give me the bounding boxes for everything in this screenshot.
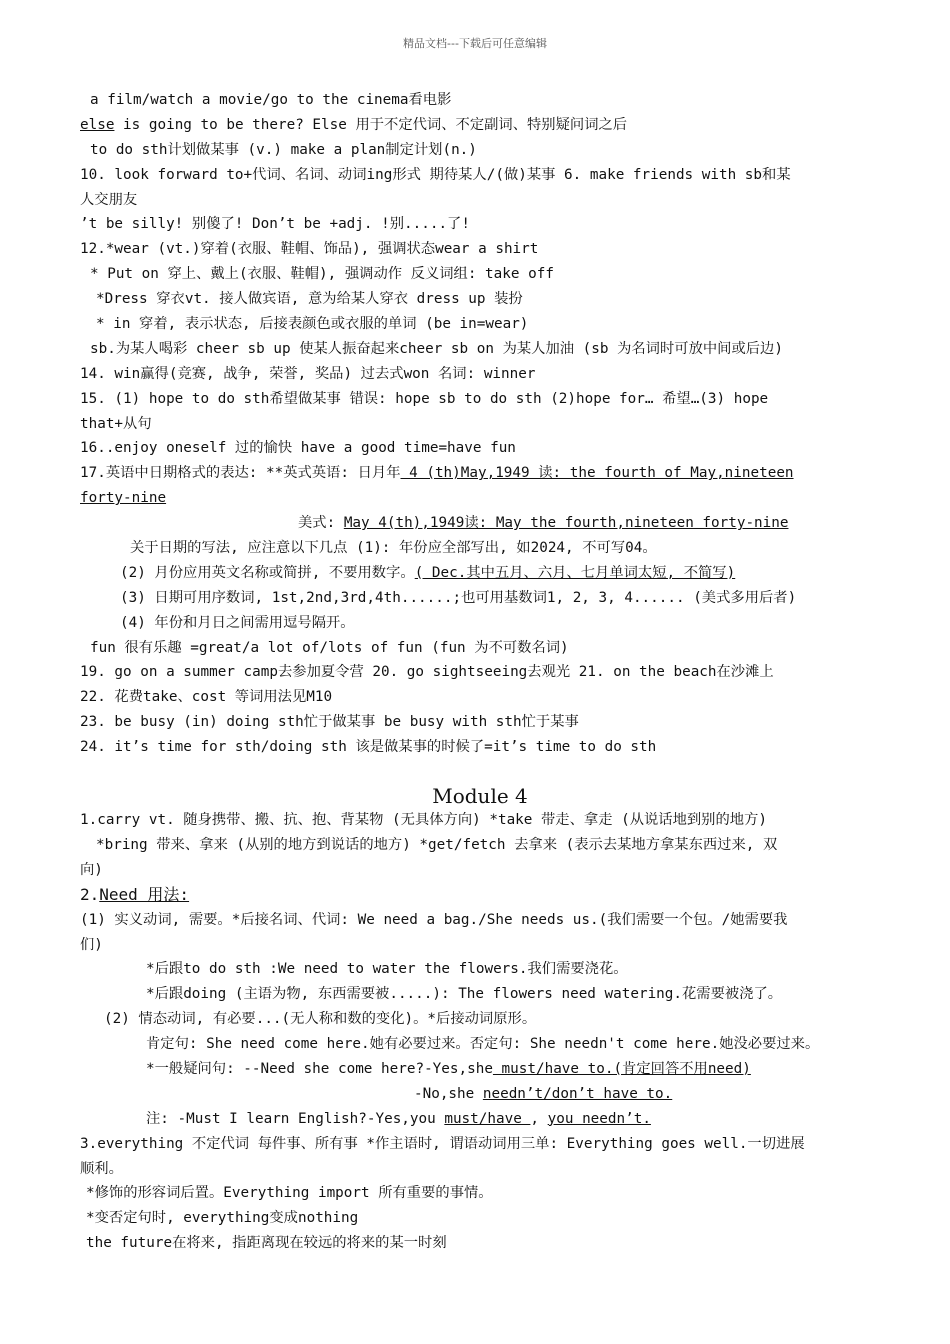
text-line	[80, 138, 880, 163]
underlined-text: ( Dec.其中五月、六月、七月单词太短, 不简写)	[414, 564, 736, 581]
line-text: a film/watch a movie/go to the cinema看电影	[90, 92, 452, 108]
line-text: 17.英语中日期格式的表达: **英式英语: 日月年	[80, 465, 401, 482]
underlined-text: else	[80, 116, 115, 133]
line-text: 19. go on a summer camp去参加夏令营 20. go sightseeing去观光 21. on the beach在沙滩上	[80, 664, 774, 681]
underlined-text: must/have	[444, 1110, 531, 1127]
text-line	[80, 337, 880, 362]
text-line	[80, 412, 880, 437]
line-text: 23. be busy (in) doing sth忙于做某事 be busy with sth忙于某事	[80, 714, 579, 731]
underlined-text: must/have to.(肯定回答不用need)	[492, 1060, 751, 1077]
text-line	[80, 88, 880, 113]
line-text: 16..enjoy oneself 过的愉快 have a good time=have fun	[80, 440, 516, 457]
line-text: 向)	[80, 861, 103, 878]
underlined-text: May 4(th),1949读: May the fourth,nineteen forty-nine	[343, 515, 789, 532]
text-line	[80, 1057, 880, 1082]
line-text: 22. 花费take、cost 等词用法见M10	[80, 689, 333, 706]
line-text: (2) 情态动词, 有必要...(无人称和数的变化)。*后接动词原形。	[104, 1011, 537, 1028]
text-line	[80, 436, 880, 461]
line-text: (4) 年份和月日之间需用逗号隔开。	[120, 614, 355, 631]
text-line	[80, 387, 880, 412]
underlined-text: you needn’t.	[547, 1110, 651, 1127]
underlined-text: needn’t/don’t have to.	[482, 1085, 673, 1102]
underlined-text: Need 用法:	[99, 884, 190, 904]
line-text: that+从句	[80, 415, 152, 432]
text-line	[80, 586, 880, 611]
line-text: * Put on 穿上、戴上(衣服、鞋帽), 强调动作 反义词组: take off	[90, 266, 554, 283]
line-text: 们)	[80, 936, 103, 953]
line-text: 1.carry vt. 随身携带、搬、抗、抱、背某物 (无具体方向) *take 带走、拿走 (从说话地到别的地方)	[80, 812, 767, 829]
text-line	[80, 1082, 880, 1107]
line-text: *Dress 穿衣vt. 接人做宾语, 意为给某人穿衣 dress up 装扮	[96, 291, 523, 308]
line-text: 肯定句: She need come here.她有必要过来。否定句: She needn't come here.她没必要过来。	[146, 1036, 820, 1053]
text-line	[80, 933, 880, 958]
text-line	[80, 486, 880, 511]
text-line	[80, 660, 880, 685]
text-line	[80, 262, 880, 287]
text-line	[80, 1032, 880, 1057]
text-line	[80, 1231, 880, 1256]
line-text: Module 4	[432, 784, 528, 809]
text-line	[80, 287, 880, 312]
text-line	[80, 1132, 880, 1157]
line-text: sb.为某人喝彩 cheer sb up 使某人振奋起来cheer sb on 为某人加油 (sb 为名词时可放中间或后边)	[90, 340, 783, 357]
text-line	[80, 561, 880, 586]
line-text: 美式:	[298, 515, 344, 532]
text-line	[80, 188, 880, 213]
line-text: (2) 月份应用英文名称或简拼, 不要用数字。	[120, 564, 415, 581]
text-line	[80, 163, 880, 188]
line-text: 2.	[80, 884, 100, 904]
text-line	[80, 982, 880, 1007]
text-line	[80, 685, 880, 710]
text-line	[80, 536, 880, 561]
text-line	[80, 237, 880, 262]
text-line	[80, 212, 880, 237]
text-line	[80, 1007, 880, 1032]
line-text: * in 穿着, 表示状态, 后接表颜色或衣服的单词 (be in=wear)	[96, 316, 529, 333]
line-text: 10. look forward to+代词、名词、动词ing形式 期待某人/(做)某事 6. make friends with sb和某	[80, 166, 791, 183]
line-text: fun 很有乐趣 =great/a lot of/lots of fun (fun 为不可数名词)	[90, 639, 569, 656]
document-body	[80, 88, 880, 1256]
text-line	[80, 1157, 880, 1182]
line-text: to do sth计划做某事 (v.) make a plan制定计划(n.)	[90, 141, 477, 158]
text-line	[80, 908, 880, 933]
line-text: *修饰的形容词后置。Everything import 所有重要的事情。	[86, 1185, 493, 1202]
line-text: 15. (1) hope to do sth希望做某事 错误: hope sb to do sth (2)hope for… 希望…(3) hope	[80, 390, 769, 407]
line-text: *后跟to do sth :We need to water the flowers.我们需要浇花。	[146, 961, 628, 978]
line-text: 14. win赢得(竞赛, 战争, 荣誉, 奖品) 过去式won 名词: winner	[80, 365, 536, 382]
line-text: *bring 带来、拿来 (从别的地方到说话的地方) *get/fetch 去拿来 (表示去某地方拿某东西过来, 双	[96, 836, 778, 853]
text-line	[80, 883, 880, 908]
module-heading	[80, 760, 880, 808]
line-text: *后跟doing (主语为物, 东西需要被.....): The flowers need watering.花需要被浇了。	[146, 986, 783, 1003]
page-header: 精品文档---下载后可任意编辑	[403, 37, 547, 50]
text-line	[80, 1206, 880, 1231]
line-text: *变否定句时, everything变成nothing	[86, 1210, 359, 1227]
line-text: 注: -Must I learn English?-Yes,you	[146, 1110, 445, 1127]
text-line	[80, 710, 880, 735]
text-line	[80, 312, 880, 337]
text-line	[80, 858, 880, 883]
line-text: 3.everything 不定代词 每件事、所有事 *作主语时, 谓语动词用三单: Everything goes well.一切进展	[80, 1135, 805, 1152]
underlined-text: forty-nine	[80, 490, 167, 507]
line-text: 12.*wear (vt.)穿着(衣服、鞋帽、饰品), 强调状态wear a shirt	[80, 241, 539, 258]
text-line	[80, 1107, 880, 1132]
text-line	[80, 957, 880, 982]
text-line	[80, 808, 880, 833]
text-line	[80, 636, 880, 661]
text-line	[80, 511, 880, 536]
text-line	[80, 611, 880, 636]
line-text: ,	[530, 1110, 548, 1127]
line-text: is going to be there? Else 用于不定代词、不定副词、特别疑问词之后	[114, 116, 628, 133]
text-line	[80, 833, 880, 858]
line-text: -No,she	[414, 1085, 483, 1102]
line-text: *一般疑问句: --Need she come here?-Yes,she	[146, 1060, 493, 1077]
text-line	[80, 461, 880, 486]
line-text: 24. it’s time for sth/doing sth 该是做某事的时候了=it’s time to do sth	[80, 739, 657, 756]
text-line	[80, 735, 880, 760]
line-text: 关于日期的写法, 应注意以下几点 (1): 年份应全部写出, 如2024, 不可写04。	[130, 540, 657, 557]
line-text: ’t be silly! 别傻了! Don’t be +adj. !别.....了!	[80, 216, 470, 233]
line-text: the future在将来, 指距离现在较远的将来的某一时刻	[86, 1235, 447, 1252]
text-line	[80, 113, 880, 138]
line-text: 人交朋友	[80, 191, 138, 208]
line-text: (1) 实义动词, 需要。*后接名词、代词: We need a bag./She needs us.(我们需要一个包。/她需要我	[80, 911, 788, 928]
underlined-text: 4 (th)May,1949 读: the fourth of May,nineteen	[400, 465, 794, 482]
line-text: (3) 日期可用序数词, 1st,2nd,3rd,4th......;也可用基数词1, 2, 3, 4...... (美式多用后者)	[120, 589, 797, 606]
text-line	[80, 1181, 880, 1206]
text-line	[80, 362, 880, 387]
line-text: 顺利。	[80, 1160, 123, 1177]
